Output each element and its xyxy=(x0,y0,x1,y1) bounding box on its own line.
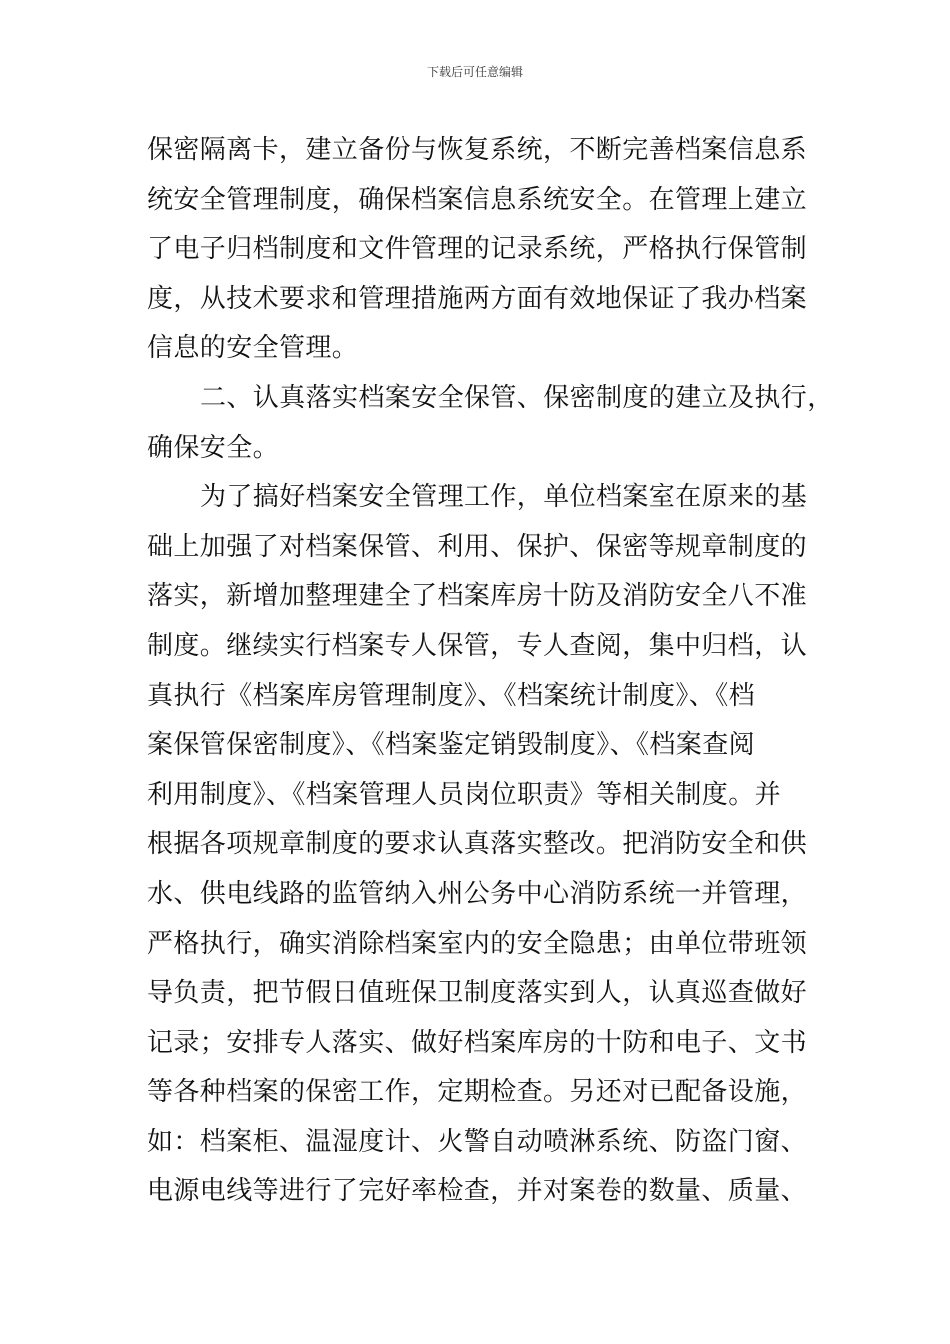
body-line: 了电子归档制度和文件管理的记录系统，严格执行保管制 xyxy=(147,234,808,265)
body-line: 等各种档案的保密工作，定期检查。另还对已配备设施， xyxy=(147,1077,808,1108)
body-line: 真执行《档案库房管理制度》、《档案统计制度》、《档 xyxy=(147,680,756,711)
page-header-note: 下载后可任意编辑 xyxy=(426,65,523,79)
body-line: 落实，新增加整理建全了档案库房十防及消防安全八不准 xyxy=(147,581,808,612)
body-line: 信息的安全管理。 xyxy=(147,333,359,364)
body-line: 根据各项规章制度的要求认真落实整改。把消防安全和供 xyxy=(147,829,808,860)
body-line: 案保管保密制度》、《档案鉴定销毁制度》、《档案查阅 xyxy=(147,730,756,761)
body-line: 水、供电线路的监管纳入州公务中心消防系统一并管理， xyxy=(147,878,808,909)
body-line: 保密隔离卡，建立备份与恢复系统，不断完善档案信息系 xyxy=(147,135,808,165)
body-line: 如：档案柜、温湿度计、火警自动喷淋系统、防盗门窗、 xyxy=(147,1126,808,1157)
body-line: 导负责，把节假日值班保卫制度落实到人，认真巡查做好 xyxy=(147,978,808,1009)
body-line: 电源电线等进行了完好率检查，并对案卷的数量、质量、 xyxy=(147,1176,808,1207)
body-line: 严格执行，确实消除档案室内的安全隐患；由单位带班领 xyxy=(147,928,808,959)
body-line: 为了搞好档案安全管理工作，单位档案室在原来的基 xyxy=(200,482,808,513)
document-body xyxy=(147,126,834,1217)
body-line: 利用制度》、《档案管理人员岗位职责》等相关制度。并 xyxy=(147,779,782,810)
body-line: 度，从技术要求和管理措施两方面有效地保证了我办档案 xyxy=(147,283,808,314)
section-heading-line: 二、认真落实档案安全保管、保密制度的建立及执行， xyxy=(200,382,834,413)
body-line: 记录；安排专人落实、做好档案库房的十防和电子、文书 xyxy=(147,1027,808,1058)
body-line: 统安全管理制度，确保档案信息系统安全。在管理上建立 xyxy=(147,184,808,215)
body-line: 制度。继续实行档案专人保管，专人查阅，集中归档，认 xyxy=(147,630,808,661)
section-heading-line: 确保安全。 xyxy=(147,432,280,463)
body-line: 础上加强了对档案保管、利用、保护、保密等规章制度的 xyxy=(147,531,808,562)
